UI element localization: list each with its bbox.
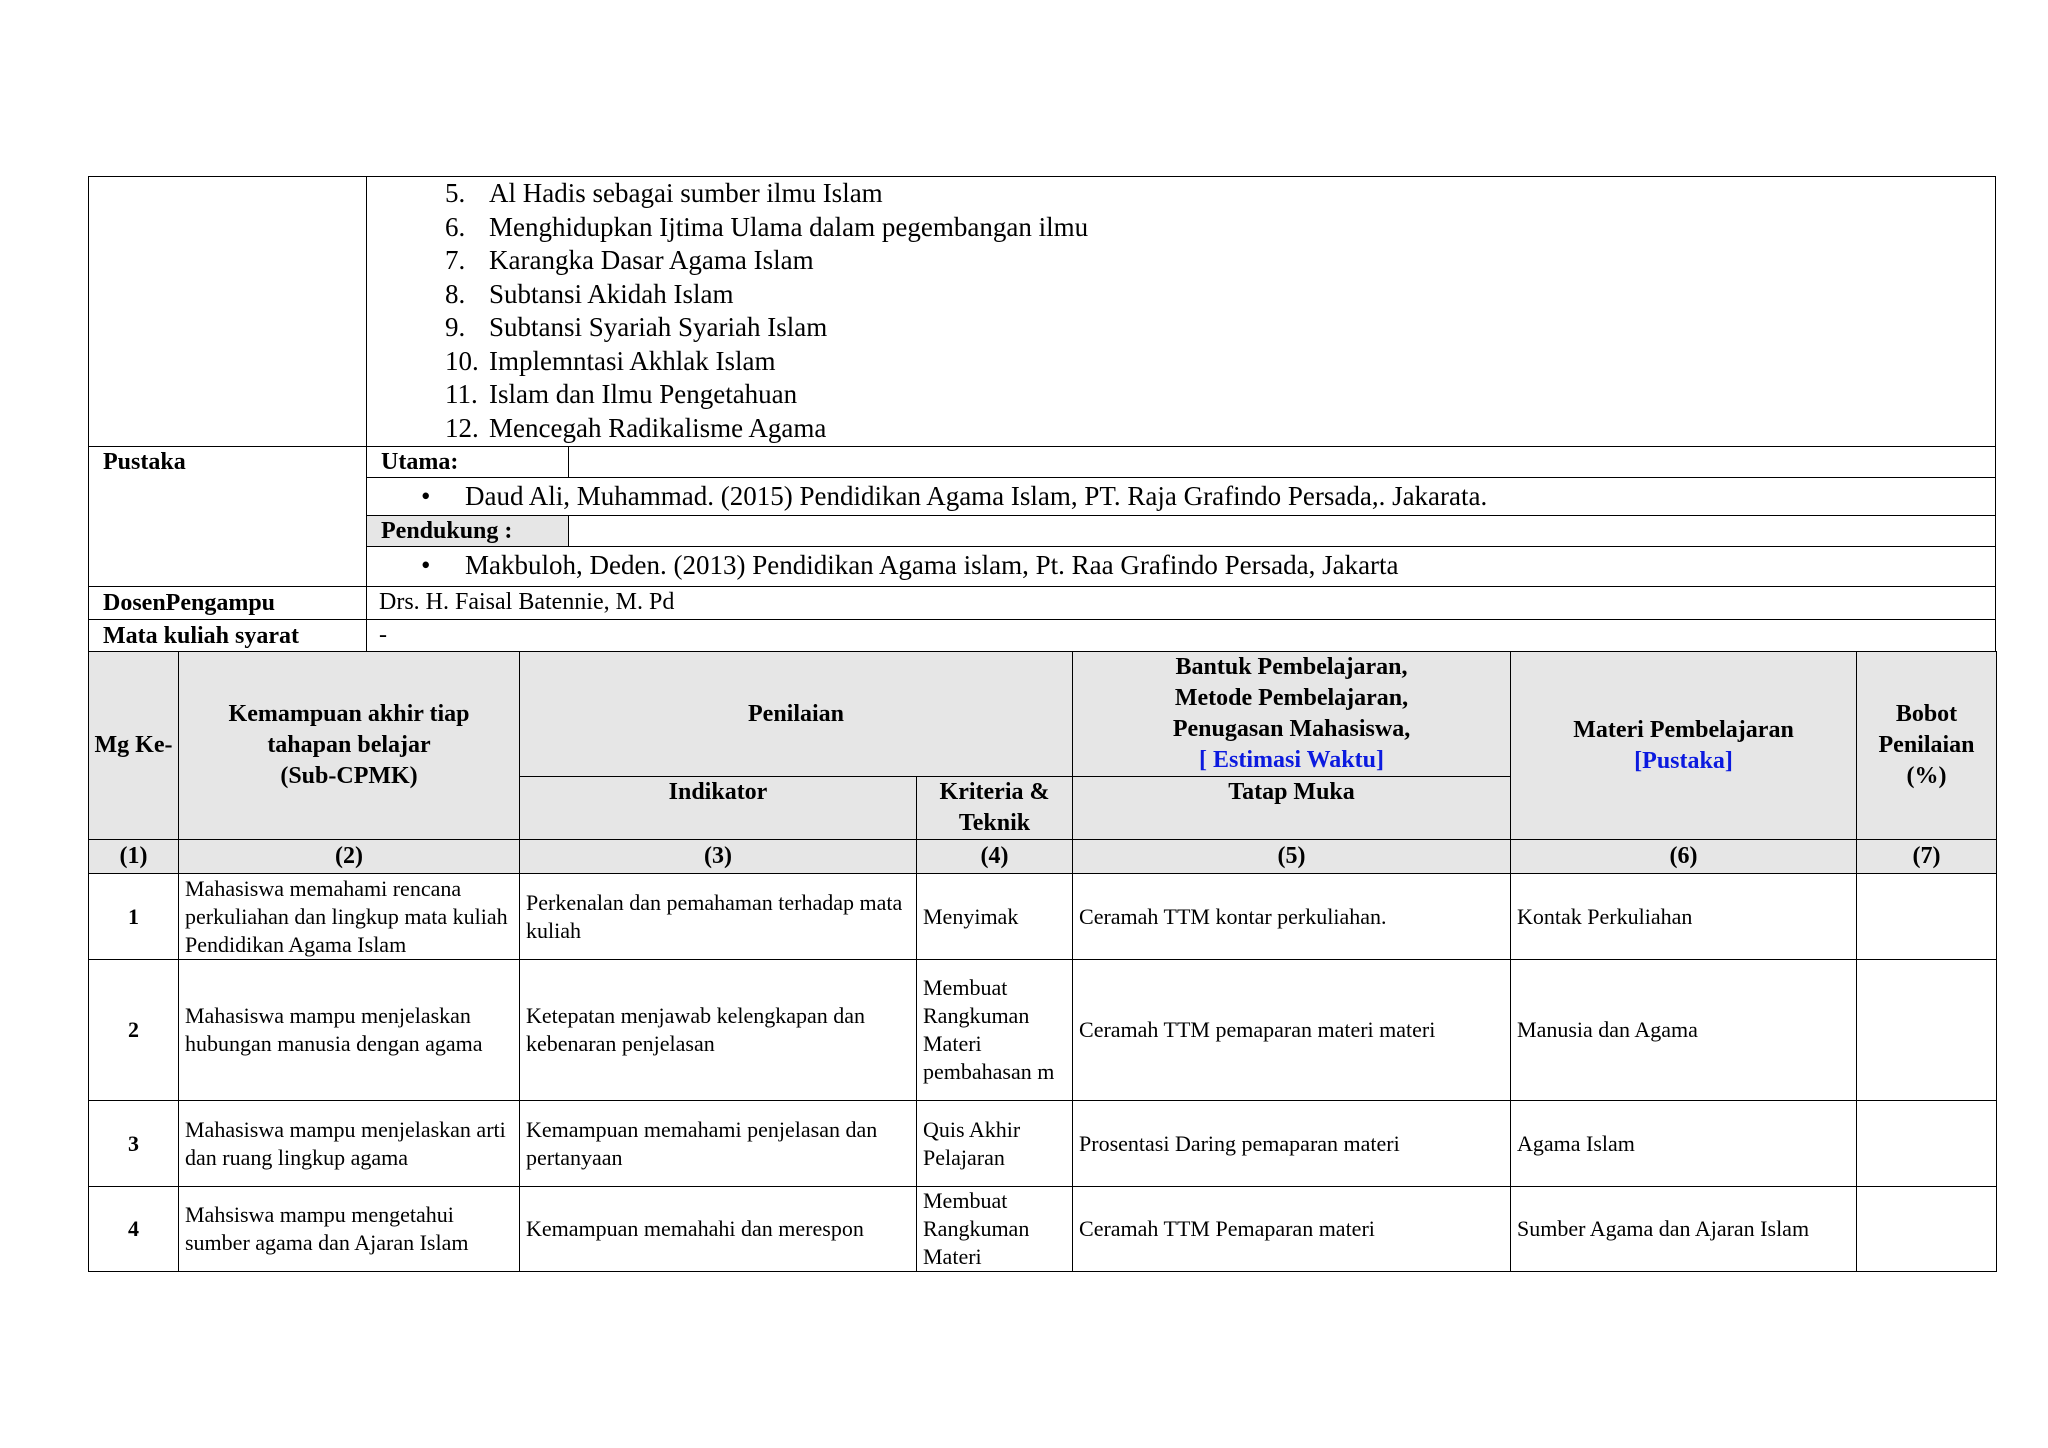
indikator-cell: Perkenalan dan pemahaman terhadap mata kuliah (520, 874, 917, 960)
tatap-cell: Ceramah TTM pemaparan materi materi (1073, 960, 1511, 1101)
kemampuan-cell: Mahasiswa memahami rencana perkuliahan dan lingkup mata kuliah Pendidikan Agama Islam (179, 874, 520, 960)
topic-item: 6. Menghidupkan Ijtima Ulama dalam pegembangan ilmu (445, 211, 1089, 242)
dosen-value: Drs. H. Faisal Batennie, M. Pd (367, 587, 1996, 620)
pendukung-header (367, 516, 1995, 546)
header-indikator: Indikator (520, 777, 917, 840)
kemampuan-cell: Mahasiswa mampu menjelaskan hubungan manusia dengan agama (179, 960, 520, 1101)
indikator-cell: Kemampuan memahahi dan merespon (520, 1187, 917, 1272)
course-info-table (88, 176, 1996, 653)
kriteria-cell: Menyimak (917, 874, 1073, 960)
materi-cell: Manusia dan Agama (1511, 960, 1857, 1101)
row-number: 3 (89, 1101, 179, 1187)
syarat-label: Mata kuliah syarat (89, 620, 367, 653)
materi-cell: Kontak Perkuliahan (1511, 874, 1857, 960)
tatap-cell: Ceramah TTM kontar perkuliahan. (1073, 874, 1511, 960)
topic-list (367, 177, 1995, 445)
utama-label: Utama: (367, 447, 569, 477)
topics-label-cell (89, 177, 367, 447)
tatap-cell: Prosentasi Daring pemaparan materi (1073, 1101, 1511, 1187)
col-number: (2) (179, 840, 520, 874)
pendukung-row (367, 516, 1996, 547)
col-number: (1) (89, 840, 179, 874)
bobot-cell (1857, 1187, 1997, 1272)
kriteria-cell: Membuat Rangkuman Materi pembahasan m (917, 960, 1073, 1101)
header-bantuk: Bantuk Pembelajaran, Metode Pembelajaran, Penugasan Mahasiswa, [ Estimasi Waktu] (1073, 652, 1511, 777)
syarat-value: - (367, 620, 1996, 653)
schedule-table (88, 651, 1997, 1272)
bobot-cell (1857, 1101, 1997, 1187)
table-row (89, 1187, 1997, 1272)
header-tatap: Tatap Muka (1073, 777, 1511, 840)
row-number: 1 (89, 874, 179, 960)
col-number: (6) (1511, 840, 1857, 874)
header-kemampuan: Kemampuan akhir tiap tahapan belajar (Sub-CPMK) (179, 652, 520, 840)
materi-cell: Sumber Agama dan Ajaran Islam (1511, 1187, 1857, 1272)
header-bobot: Bobot Penilaian (%) (1857, 652, 1997, 840)
col-number: (7) (1857, 840, 1997, 874)
utama-row (367, 447, 1996, 478)
materi-cell: Agama Islam (1511, 1101, 1857, 1187)
col-number: (4) (917, 840, 1073, 874)
kriteria-cell: Membuat Rangkuman Materi (917, 1187, 1073, 1272)
col-number: (5) (1073, 840, 1511, 874)
indikator-cell: Kemampuan memahami penjelasan dan pertanyaan (520, 1101, 917, 1187)
table-row (89, 874, 1997, 960)
pendukung-label: Pendukung : (367, 516, 569, 546)
indikator-cell: Ketepatan menjawab kelengkapan dan kebenaran penjelasan (520, 960, 917, 1101)
utama-header (367, 447, 1995, 477)
pustaka-label: Pustaka (89, 447, 367, 587)
utama-reference: • Daud Ali, Muhammad. (2015) Pendidikan Agama Islam, PT. Raja Grafindo Persada,. Jakarata. (367, 478, 1996, 516)
topic-item: 7. Karangka Dasar Agama Islam (445, 245, 814, 275)
topic-item: 8. Subtansi Akidah Islam (445, 278, 734, 309)
kemampuan-cell: Mahasiswa mampu menjelaskan arti dan ruang lingkup agama (179, 1101, 520, 1187)
header-penilaian: Penilaian (520, 652, 1073, 777)
topic-item: 10. Implemntasi Akhlak Islam (445, 345, 776, 376)
header-mg: Mg Ke- (89, 652, 179, 840)
topic-item: 9. Subtansi Syariah Syariah Islam (445, 312, 828, 342)
header-materi: Materi Pembelajaran [Pustaka] (1511, 652, 1857, 840)
topic-item: 12. Mencegah Radikalisme Agama (445, 412, 827, 443)
row-number: 2 (89, 960, 179, 1101)
header-kriteria: Kriteria & Teknik (917, 777, 1073, 840)
tatap-cell: Ceramah TTM Pemaparan materi (1073, 1187, 1511, 1272)
col-number: (3) (520, 840, 917, 874)
kemampuan-cell: Mahsiswa mampu mengetahui sumber agama dan Ajaran Islam (179, 1187, 520, 1272)
dosen-label: DosenPengampu (89, 587, 367, 620)
kriteria-cell: Quis Akhir Pelajaran (917, 1101, 1073, 1187)
topic-item: 5. Al Hadis sebagai sumber ilmu Islam (445, 178, 883, 208)
header-estimasi: [ Estimasi Waktu] (1199, 747, 1384, 773)
pendukung-reference: • Makbuloh, Deden. (2013) Pendidikan Agama islam, Pt. Raa Grafindo Persada, Jakarta (367, 547, 1996, 587)
table-row (89, 960, 1997, 1101)
row-number: 4 (89, 1187, 179, 1272)
bobot-cell (1857, 874, 1997, 960)
topics-cell (367, 177, 1996, 447)
header-pustaka: [Pustaka] (1634, 747, 1733, 774)
bobot-cell (1857, 960, 1997, 1101)
table-row (89, 1101, 1997, 1187)
topic-item: 11. Islam dan Ilmu Pengetahuan (445, 379, 798, 409)
